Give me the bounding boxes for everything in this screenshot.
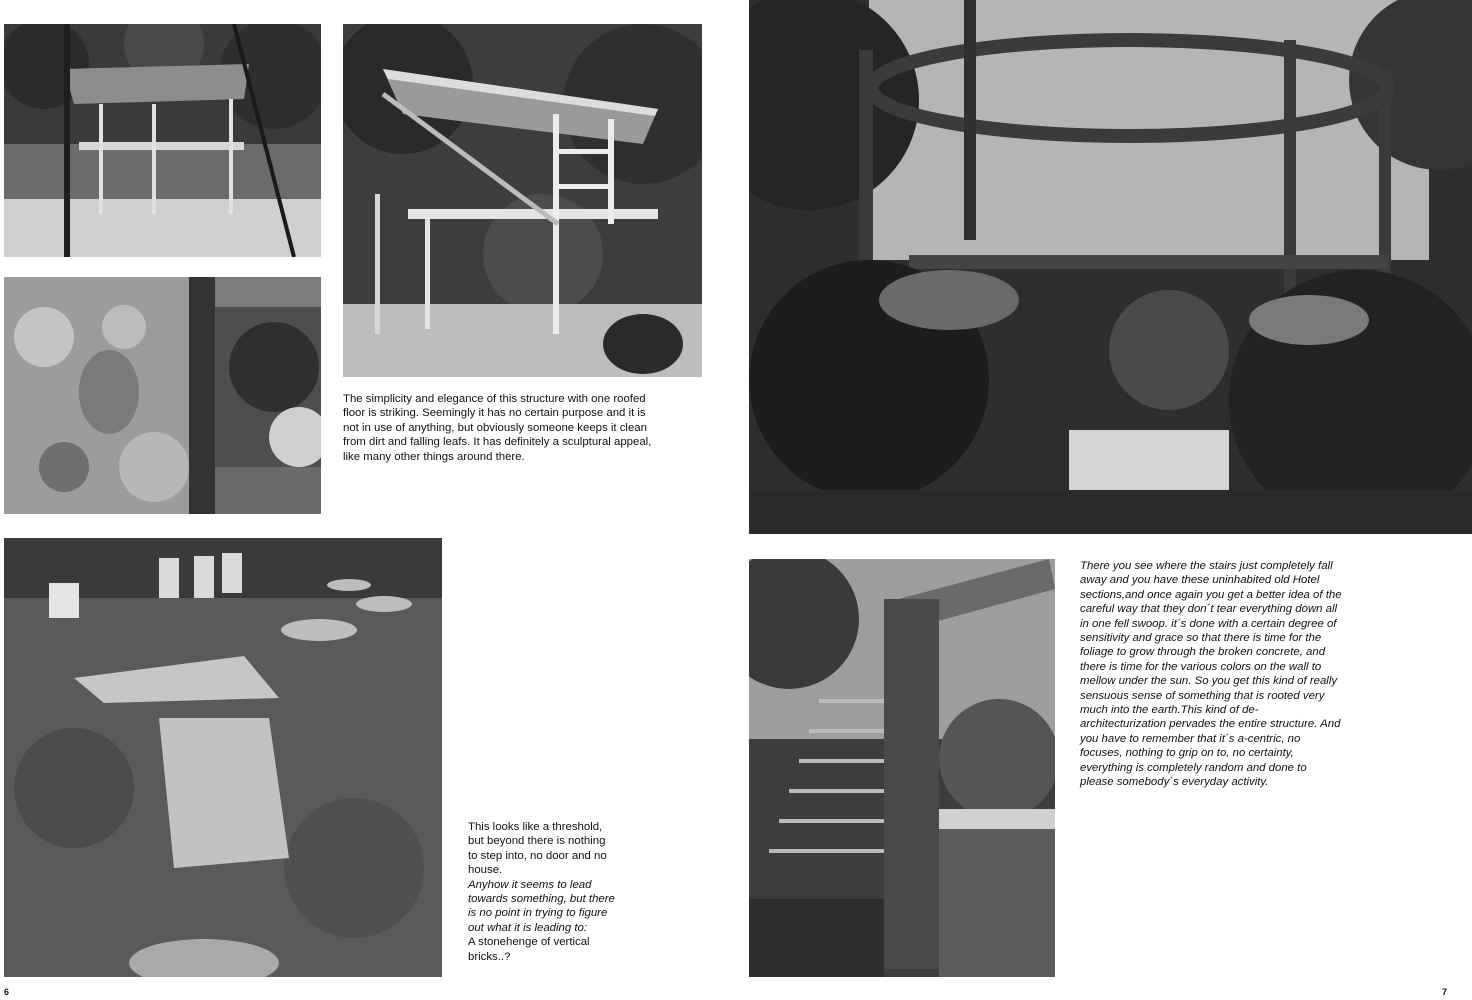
caption-threshold-italic: Anyhow it seems to lead towards something, but there is no point in trying to figure out what it is leading to:: [468, 878, 615, 934]
photo-stairs: [749, 559, 1055, 977]
page-number-right: 7: [1442, 987, 1448, 997]
photo-pavilion-ladder: [343, 24, 702, 377]
caption-structure: [343, 392, 653, 464]
photo-raised-pavilion: [4, 24, 321, 257]
caption-threshold: [468, 820, 618, 964]
caption-threshold-end: A stonehenge of vertical bricks..?: [468, 936, 590, 963]
caption-stairs: [1080, 559, 1342, 790]
caption-structure-text: The simplicity and elegance of this structure with one roofed floor is striking. Seemingly it has no certain purpose and it is not in use of anything, but obviously someone keeps it clean from dirt and falling leafs. It has definitely a sculptural appeal, like many other things around there.: [343, 393, 652, 463]
caption-threshold-plain: This looks like a threshold, but beyond there is nothing to step into, no door and no house.: [468, 821, 607, 877]
photo-painted-wall: [4, 277, 321, 514]
photo-threshold: [4, 538, 442, 977]
caption-stairs-text: There you see where the stairs just completely fall away and you have these uninhabited old Hotel sections,and once again you get a better idea of the careful way that they don´t tear everything down all in one fell swoop. it´s done with a certain degree of sensitivity and grace so that there is time for the foliage to grow through the broken concrete, and there is time for the various colors on the wall to mellow under the sun. So you get this kind of really sensuous sense of something that is rooted very much into the earth.This kind of de-architecturization pervades the entire structure. And you have to remember that it´s a-centric, no focuses, nothing to grip on to, no certainty, everything is completely random and done to please somebody´s everyday activity.: [1080, 560, 1342, 789]
photo-round-frame: [749, 0, 1472, 534]
page-number-left: 6: [4, 987, 10, 997]
